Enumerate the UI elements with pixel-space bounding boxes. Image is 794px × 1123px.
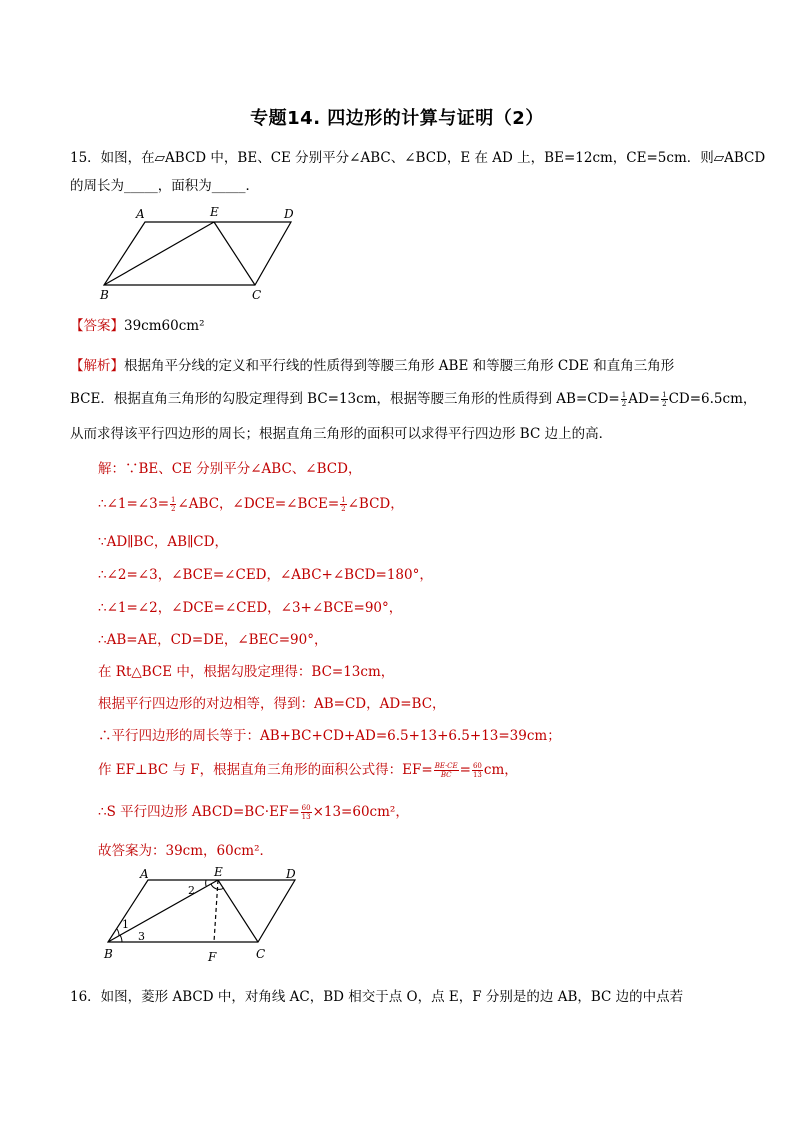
label-e: E (210, 205, 219, 219)
segment-be (104, 222, 214, 285)
solution-line-6: ∴AB=AE，CD=DE，∠BEC=90°， (98, 632, 328, 648)
fraction-half (170, 496, 176, 513)
frac-num: 60 (301, 804, 311, 812)
analysis-line-1 (70, 354, 674, 374)
analysis-line-3: 从而求得该平行四边形的周长；根据直角三角形的面积可以求得平行四边形 BC 边上的高． (70, 426, 613, 442)
analysis-text-2c: CD=6.5cm， (668, 391, 757, 407)
angle-label-3: 3 (138, 930, 145, 943)
solution-line-10 (98, 758, 518, 779)
equals-sign: = (459, 762, 471, 778)
label-e: E (214, 866, 223, 879)
frac-den: 13 (472, 771, 482, 779)
frac-num: 1 (662, 391, 667, 399)
question-15-line-1: 15．如图，在▱ABCD 中，BE、CE 分别平分∠ABC、∠BCD，E 在 AD 上，BE=12cm，CE=5cm．则▱ABCD (70, 150, 766, 166)
label-d: D (286, 867, 296, 881)
fraction-60-13 (472, 762, 483, 779)
frac-num: 1 (621, 391, 627, 399)
analysis-line-2 (70, 387, 756, 408)
answer-tag: 【答案】 (70, 318, 124, 334)
solution-line-3: ∵AD∥BC，AB∥CD， (98, 534, 228, 550)
solution-line-5: ∴∠1=∠2，∠DCE=∠CED，∠3+∠BCE=90°， (98, 600, 403, 616)
analysis-text-1: 根据角平分线的定义和平行线的性质得到等腰三角形 ABE 和等腰三角形 CDE 和直角三角形 (124, 358, 675, 374)
solution-text-11a: ∴S 平行四边形 ABCD=BC·EF= (98, 804, 300, 820)
answer-line (70, 314, 205, 334)
solution-line-7: 在 Rt△BCE 中，根据勾股定理得：BC=13cm， (98, 664, 395, 680)
frac-num: 1 (171, 496, 176, 504)
frac-den (434, 771, 459, 779)
label-a: A (136, 207, 145, 221)
frac-num: 60 (472, 762, 482, 770)
solution-line-1: 解：∵BE、CE 分别平分∠ABC、∠BCD， (98, 461, 362, 477)
label-c: C (252, 288, 262, 302)
segment-ce (218, 880, 258, 942)
fraction-60-13 (301, 804, 312, 821)
page-title: 专题14. 四边形的计算与证明（2） (250, 108, 544, 129)
solution-line-8: 根据平行四边形的对边相等，得到：AB=CD，AD=BC， (98, 696, 446, 712)
label-d: D (284, 207, 294, 221)
frac-den-text: BC (440, 771, 452, 779)
segment-be (108, 880, 218, 942)
solution-text-2a: ∴∠1=∠3= (98, 496, 170, 512)
analysis-text-2a: BCE．根据直角三角形的勾股定理得到 BC=13cm，根据等腰三角形的性质得到 AB=CD= (70, 391, 620, 407)
solution-line-12: 故答案为：39cm，60cm²． (98, 843, 273, 859)
angle-1-arc (117, 929, 119, 936)
fraction-half (661, 391, 667, 408)
label-b: B (104, 947, 113, 961)
frac-den: 2 (662, 400, 667, 408)
figure-1-parallelogram (96, 202, 306, 302)
fraction-half (621, 391, 627, 408)
solution-text-2b: ∠ABC，∠DCE=∠BCE= (177, 496, 340, 512)
frac-num (434, 762, 459, 771)
solution-line-9: ∴平行四边形的周长等于：AB+BC+CD+AD=6.5+13+6.5+13=39cm； (98, 728, 561, 744)
label-f: F (208, 950, 217, 964)
solution-text-2c: ∠BCD， (347, 496, 404, 512)
solution-text-11b: ×13=60cm²， (312, 804, 409, 820)
fraction-ef (434, 762, 459, 779)
analysis-text-2b: AD= (628, 391, 661, 407)
solution-line-11 (98, 800, 409, 821)
frac-den: 2 (171, 505, 176, 513)
angle-label-1: 1 (122, 918, 129, 931)
angle-label-2: 2 (188, 884, 195, 897)
angle-3-arc (120, 935, 122, 942)
frac-num: 1 (341, 496, 346, 504)
frac-num-text: BE·CE (434, 762, 458, 770)
segment-ce (214, 222, 255, 285)
solution-text-10a: 作 EF⊥BC 与 F，根据直角三角形的面积公式得：EF= (98, 762, 433, 778)
solution-line-4: ∴∠2=∠3，∠BCE=∠CED，∠ABC+∠BCD=180°， (98, 567, 433, 583)
question-16-line: 16．如图，菱形 ABCD 中，对角线 AC，BD 相交于点 O，点 E，F 分别是的边 AB，BC 边的中点若 (70, 989, 684, 1005)
fraction-half (340, 496, 346, 513)
solution-text-10b: cm， (483, 762, 518, 778)
question-15-line-2: 的周长为_____，面积为_____． (70, 178, 259, 194)
answer-value: 39cm60cm² (124, 318, 205, 334)
figure-2-parallelogram (100, 866, 310, 966)
frac-den: 2 (621, 400, 627, 408)
label-a: A (140, 867, 149, 881)
frac-den: 13 (301, 813, 311, 821)
label-b: B (100, 288, 109, 302)
label-c: C (256, 947, 266, 961)
analysis-tag: 【解析】 (70, 358, 124, 374)
solution-line-2 (98, 492, 404, 513)
frac-den: 2 (341, 505, 346, 513)
